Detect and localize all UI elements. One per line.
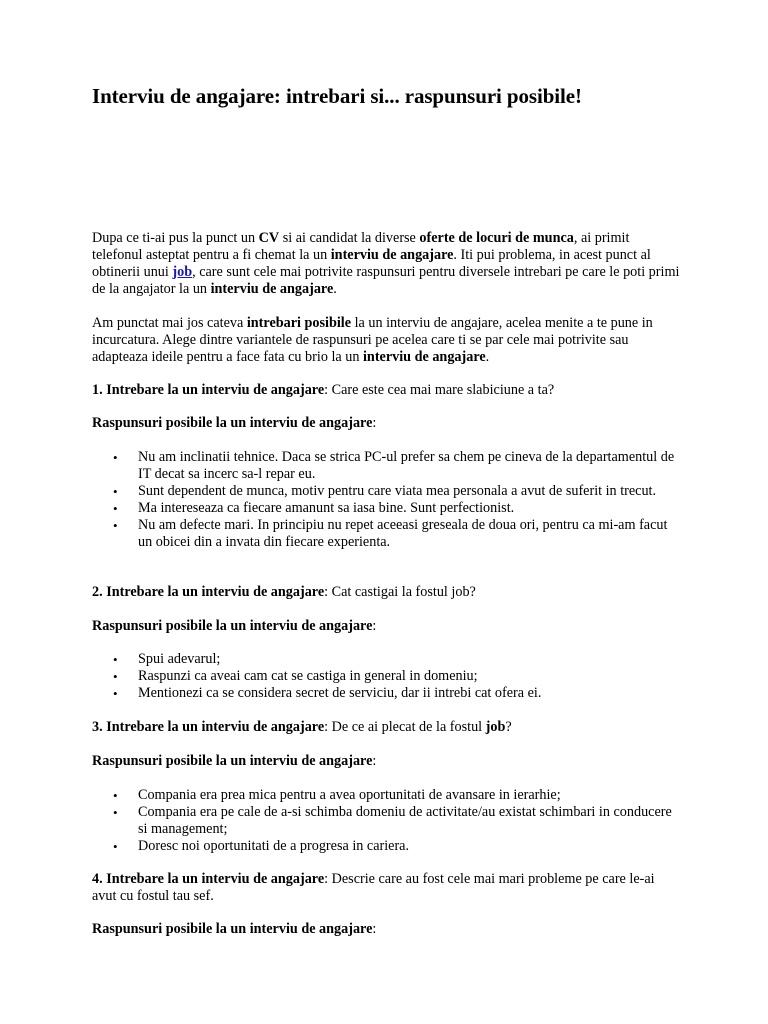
question-label: 3. Intrebare la un interviu de angajare (92, 719, 325, 735)
intro-bold: interviu de angajare (210, 281, 334, 297)
list-item: • Nu am inclinatii tehnice. Daca se strica PC-ul prefer sa chem pe cineva de la departamentul de IT decat sa incerc sa-l repar eu. (92, 449, 682, 483)
list-item: • Nu am defecte mari. In principiu nu repet aceeasi greseala de doua ori, pentru ca mi-am facut un obicei din a invata din fiecare experienta. (92, 517, 682, 551)
answers-heading-2 (92, 618, 682, 635)
para-text: la un interviu de angajare, acelea menite a te pune in incurcatura. Alege dintre variantele de raspunsuri pe acelea care ti se par cele mai potrivite sau adapteaza ideile pentru a face fata cu brio la un (92, 315, 653, 365)
para-text: Am punctat mai jos cateva (92, 315, 247, 331)
question-4 (92, 871, 682, 905)
answers-label: Raspunsuri posibile la un interviu de angajare (92, 618, 373, 634)
intro-bold: interviu de angajare (330, 247, 454, 263)
intro-paragraph (92, 230, 682, 298)
colon: : (372, 921, 377, 937)
intro-bold: CV (258, 230, 280, 246)
question-text: ? (505, 719, 512, 735)
intro-text: , care sunt cele mai potrivite raspunsuri pentru diversele intrebari pe care le poti primi de la angajator la un (92, 264, 680, 297)
list-item: • Raspunzi ca aveai cam cat se castiga in general in domeniu; (92, 668, 682, 685)
answers-heading-4 (92, 921, 682, 938)
list-item: • Compania era prea mica pentru a avea oportunitati de avansare in ierarhie; (92, 787, 682, 804)
intro-bold: oferte de locuri de munca (419, 230, 574, 246)
answers-heading-1 (92, 415, 682, 432)
question-2 (92, 584, 682, 601)
answers-list-1 (92, 449, 682, 551)
answers-list-3 (92, 787, 682, 855)
page-title: Interviu de angajare: intrebari si... raspunsuri posibile! (92, 84, 582, 108)
answers-label: Raspunsuri posibile la un interviu de angajare (92, 921, 373, 937)
question-label: 1. Intrebare la un interviu de angajare (92, 382, 325, 398)
question-text: : Care este cea mai mare slabiciune a ta? (324, 382, 555, 398)
answers-heading-3 (92, 753, 682, 770)
question-text: : De ce ai plecat de la fostul (324, 719, 486, 735)
intro-text: . (333, 281, 337, 297)
list-item: • Compania era pe cale de a-si schimba domeniu de activitate/au existat schimbari in conducere si management; (92, 804, 682, 838)
answers-label: Raspunsuri posibile la un interviu de angajare (92, 415, 373, 431)
job-link[interactable]: job (172, 264, 193, 280)
colon: : (372, 618, 377, 634)
list-item: • Sunt dependent de munca, motiv pentru care viata mea personala a avut de suferit in trecut. (92, 483, 682, 500)
intro-text: si ai candidat la diverse (279, 230, 420, 246)
para-bold: intrebari posibile (246, 315, 352, 331)
question-1 (92, 382, 682, 399)
answers-list-2 (92, 651, 682, 702)
question-label: 4. Intrebare la un interviu de angajare (92, 871, 325, 887)
intro-text: . Iti pui problema, in acest punct al obtinerii unui (92, 247, 651, 280)
question-text: : Cat castigai la fostul job? (324, 584, 476, 600)
colon: : (372, 753, 377, 769)
para-text: . (485, 349, 490, 365)
intro-text: , ai primit telefonul asteptat pentru a fi chemat la un (92, 230, 630, 263)
question-3 (92, 719, 682, 736)
answers-label: Raspunsuri posibile la un interviu de angajare (92, 753, 373, 769)
list-item: • Ma intereseaza ca fiecare amanunt sa iasa bine. Sunt perfectionist. (92, 500, 682, 517)
question-bold: job (485, 719, 506, 735)
question-text: : Descrie care au fost cele mai mari probleme pe care le-ai avut cu fostul tau sef. (92, 871, 655, 904)
colon: : (372, 415, 377, 431)
second-paragraph (92, 315, 682, 366)
question-label: 2. Intrebare la un interviu de angajare (92, 584, 325, 600)
list-item: • Spui adevarul; (92, 651, 682, 668)
list-item: • Doresc noi oportunitati de a progresa in cariera. (92, 838, 682, 855)
para-bold: interviu de angajare (362, 349, 486, 365)
list-item: • Mentionezi ca se considera secret de serviciu, dar ii intrebi cat ofera ei. (92, 685, 682, 702)
intro-text: Dupa ce ti-ai pus la punct un (92, 230, 259, 246)
